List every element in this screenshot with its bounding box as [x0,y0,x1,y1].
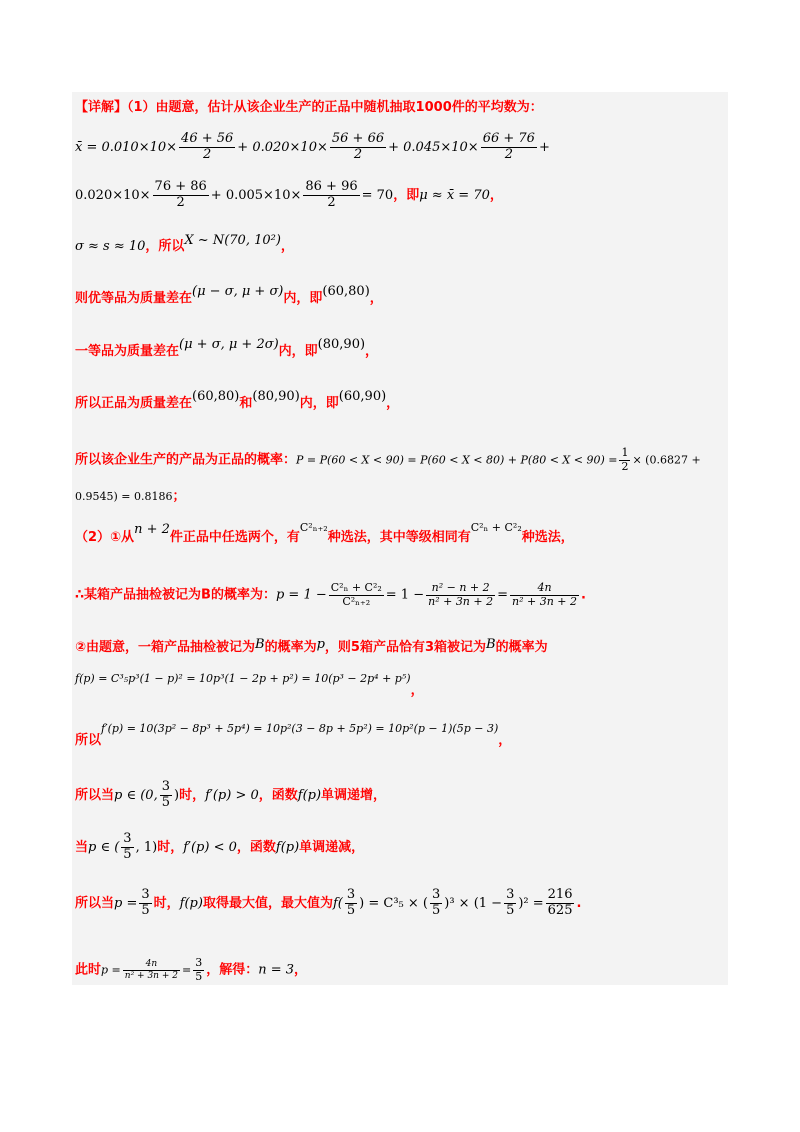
event-symbol: B [255,637,265,652]
text: ∴某箱产品抽检被记为B的概率为： [75,587,276,603]
text: 的概率为 [264,640,317,655]
text: . [581,587,586,603]
text: ， [410,683,424,698]
mu-estimate: μ ≈ x̄ = 70 [419,187,490,203]
numerator: 46 + 56 [181,131,234,146]
text: 所以正品为质量差在 [75,396,193,411]
fraction [303,180,359,211]
solution-line [75,957,307,983]
numerator: 3 [506,887,515,902]
text: 所以当 [75,787,115,803]
derivative-sign: f′(p) < 0 [183,839,237,855]
text: ， [498,733,512,748]
probability-result-line [75,490,186,503]
solution-header [75,101,543,114]
text: 一等品为质量差在 [75,344,180,359]
fraction [345,888,357,919]
text: 时， [153,895,180,911]
part2-selection-line [75,521,574,545]
text: 件正品中任选两个，有 [169,530,300,545]
mean-term: x̄ = 0.010×10× [75,139,178,155]
text: . [576,895,582,911]
denominator: 5 [141,902,150,918]
formula: p = [101,963,121,977]
mean-term: + 0.045×10× [388,139,479,155]
denominator: 5 [506,902,515,918]
text: ， [365,344,379,359]
text: 此时 [75,962,102,978]
formula: p = 1 − [275,587,327,603]
denominator: 625 [547,902,573,918]
text: ， [369,291,383,306]
numerator: 4n [145,959,158,970]
mean-term: + [538,139,550,155]
numerator: C²ₙ + C²₂ [330,581,382,594]
part2-intro-line [75,637,548,655]
fraction [193,957,204,983]
mean-term: + 0.005×10× [210,187,302,203]
mean-term: + 0.020×10× [237,139,328,155]
combination: C²ₙ + C²₂ [470,521,522,534]
fraction [546,888,575,919]
probability-line [75,447,701,473]
formula: )² = [518,895,544,911]
box-probability-line [75,582,586,608]
interval: (80,90) [317,337,366,352]
probability-formula: P = P(60 < X < 90) = P(60 < X < 80) + P(80 < X < 90) = [296,453,618,467]
fraction [481,132,537,163]
part1-intro: （1）由题意，估计从该企业生产的正品中随机抽取1000件的平均数为： [127,100,543,115]
text: 种选法， [521,530,574,545]
formula: p = [114,895,138,911]
probability-formula: × (0.6827 + [632,453,701,467]
text: 所以当 [75,895,115,911]
sigma-line [75,233,294,254]
denominator: 2 [481,147,537,163]
numerator: 3 [431,887,441,902]
derivative-sign: f′(p) > 0 [205,787,259,803]
numerator: 3 [161,779,170,794]
numerator: 3 [195,956,203,969]
formula: )³ × (1 − [444,895,503,911]
mean-term: 0.020×10× [75,187,151,203]
fraction [139,888,151,919]
numerator: 3 [123,831,132,846]
fraction [619,447,630,473]
mean-result: = 70 [361,187,394,203]
text: ，则5箱产品恰有3箱被记为 [324,640,487,655]
numerator: 76 + 86 [154,179,207,194]
denominator: 2 [179,147,235,163]
denominator: 5 [346,902,356,918]
denominator: 5 [161,794,170,810]
text: 单调递增， [321,787,387,803]
interval: (60,80) [192,389,240,404]
fraction [430,888,442,919]
denominator: n² + 3n + 2 [428,594,494,608]
function: f(p) [275,839,300,855]
interval: (80,90) [252,389,300,404]
count: n + 2 [134,522,170,537]
text: ②由题意，一箱产品抽检被记为 [75,640,256,655]
text: 内，即 [283,291,323,306]
combination: C²ₙ₊₂ [299,521,328,534]
numerator: 4n [537,581,552,594]
numerator: 56 + 66 [331,131,385,146]
fraction [179,132,235,163]
interval: (μ − σ, μ + σ) [192,284,284,299]
numerator: 3 [141,887,150,902]
text: 取得最大值，最大值为 [202,895,333,911]
formula: ) = C³₅ × ( [359,895,428,911]
text: 所以 [75,733,102,748]
derivative-formula: f′(p) = 10(3p² − 8p³ + 5p⁴) = 10p²(3 − 8p + 5p²) = 10p²(p − 1)(5p − 3) [101,722,499,735]
fraction [504,888,516,919]
denominator: C²ₙ₊₂ [329,595,384,609]
f-definition-line [75,672,424,698]
denominator: 2 [303,195,359,211]
formula: = [181,963,192,977]
genuine-product-line [75,389,400,411]
text: ， [489,187,503,203]
normal-distribution: X ~ N(70, 10²) [184,233,281,248]
increasing-line [75,780,386,811]
fraction [123,959,180,981]
fraction [426,582,495,608]
text: 所以该企业生产的产品为正品的概率： [75,452,297,468]
text: 单调递减， [299,839,365,855]
fraction [330,132,386,163]
event-symbol: B [486,637,496,652]
formula: = 1 − [385,587,425,603]
decreasing-line [75,832,364,863]
text: ， [386,396,400,411]
text: 种选法，其中等级相同有 [327,530,471,545]
text: 时， [157,839,184,855]
first-grade-line [75,337,379,359]
f-derivative-line [75,722,512,748]
fraction [510,582,579,608]
probability-symbol: p [316,637,325,652]
detail-label: 【详解】 [75,100,128,115]
fraction [121,832,133,863]
fraction [160,780,172,811]
text: ，函数 [236,839,276,855]
numerator: 3 [346,887,356,902]
denominator: 2 [621,459,629,473]
text: ，所以 [145,239,185,254]
text: 时， [179,787,206,803]
interval: (60,90) [338,389,387,404]
text: ，函数 [258,787,298,803]
text: 则优等品为质量差在 [75,291,193,306]
text: 内，即 [299,396,339,411]
interval: ) [173,787,180,803]
function: f(p) [297,787,322,803]
fraction [329,582,384,608]
interval: (60,80) [322,284,370,299]
text: ， [280,239,294,254]
interval: , 1) [135,839,158,855]
text: 和 [239,396,253,411]
denominator: 2 [330,147,386,163]
answer: n = 3 [258,962,295,978]
denominator: 2 [153,195,209,211]
sigma-estimate: σ ≈ s ≈ 10 [75,239,146,254]
denominator: n² + 3n + 2 [512,594,578,608]
text: ，解得： [206,962,259,978]
text: ； [172,489,186,504]
text: ， [294,962,308,978]
interval: p ∈ ( [88,839,120,855]
mean-formula-line-1 [75,132,550,163]
numerator: 1 [621,446,629,459]
numerator: 66 + 76 [482,131,535,146]
text: 内，即 [278,344,318,359]
fraction [153,180,209,211]
interval: (μ + σ, μ + 2σ) [179,337,279,352]
superior-grade-line [75,284,383,306]
f-formula: f(p) = C³₅p³(1 − p)² = 10p³(1 − 2p + p²) = 10(p³ − 2p⁴ + p⁵) [75,672,411,685]
formula: f( [332,895,343,911]
formula: = [497,587,509,603]
denominator: 5 [431,902,441,918]
function: f(p) [179,895,203,911]
maximum-line [75,888,581,919]
text: （2）①从 [75,530,135,545]
denominator: 5 [123,846,132,862]
denominator: n² + 3n + 2 [124,970,178,981]
probability-result: 0.9545) = 0.8186 [75,490,173,503]
numerator: 86 + 96 [305,179,358,194]
interval: p ∈ (0, [114,787,158,803]
text: ，即 [393,187,420,203]
text: 当 [75,839,89,855]
numerator: n² − n + 2 [431,581,490,594]
numerator: 216 [547,887,573,902]
denominator: 5 [195,969,203,983]
mean-formula-line-2 [75,180,503,211]
text: 的概率为 [495,640,548,655]
